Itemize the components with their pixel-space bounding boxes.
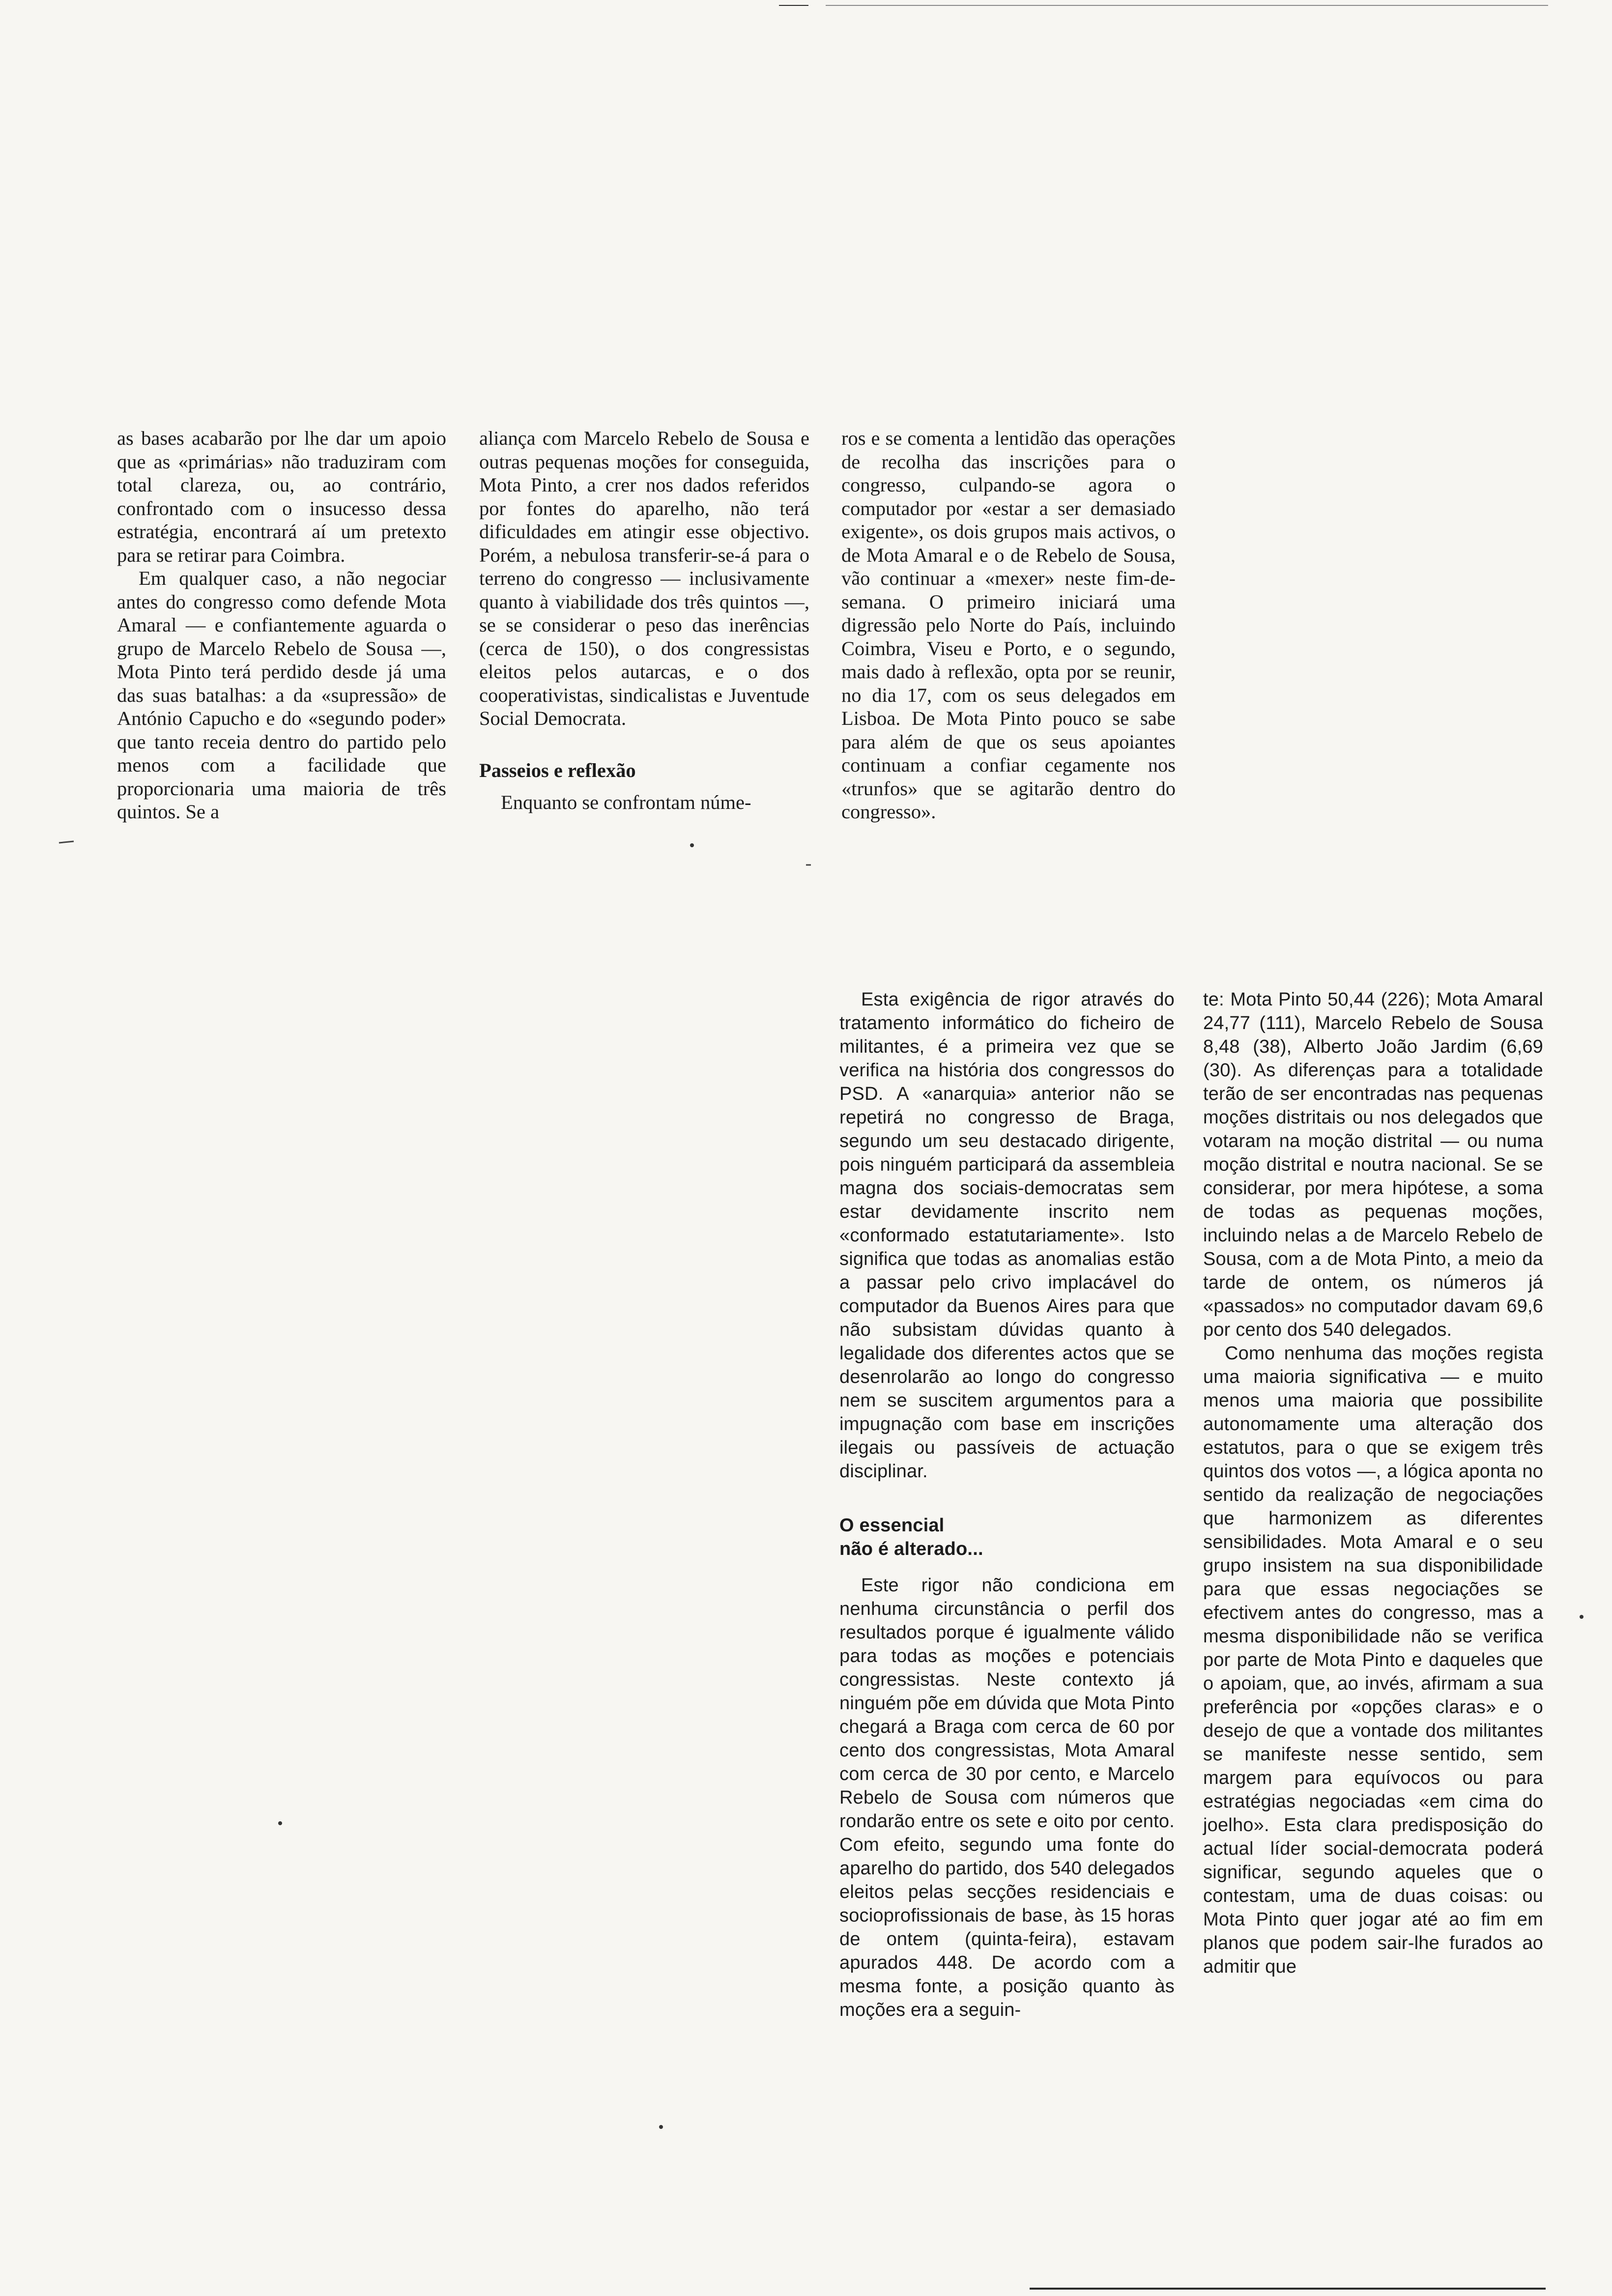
section-heading: Passeios e reflexão: [479, 759, 636, 781]
paragraph: Este rigor não condiciona em nenhuma circunstância o perfil dos resultados porque é igualmente válido para todas as moções e potenciais congressistas. Neste contexto já ninguém põe em dúvida que Mota Pinto chegará a Braga com cerca de 60 por cento dos congressistas, Mota Amaral com cerca de 30 por cento, e Marcelo Rebelo de Sousa com números que rondarão entre os sete e oito por cento. Com efeito, segundo uma fonte do aparelho do partido, dos 540 delegados eleitos pelas secções residenciais e socioprofissionais de base, às 15 horas de ontem (quinta-feira), estavam apurados 448. De acordo com a mesma fonte, a posição quanto às moções era a seguin-: [839, 1575, 1175, 2020]
top-rule-right: [826, 5, 1548, 6]
lower-column-a: [839, 988, 1175, 2022]
paragraph: Esta exigência de rigor através do tratamento informático do ficheiro de militantes, é a primeira vez que se verifica na história dos congressos do PSD. A «anarquia» anterior não se repetirá no congresso de Braga, segundo um seu destacado dirigente, pois ninguém participará da assembleia magna dos sociais-democratas sem estar devidamente inscrito nem «conformado estatutariamente». Isto significa que todas as anomalias estão a passar pelo crivo implacável do computador da Buenos Aires para que não subsistam dúvidas quanto à legalidade dos diferentes actos que se desenrolarão ao longo do congresso nem se suscitem argumentos para a impugnação com base em inscrições ilegais ou passíveis de actuação disciplinar.: [839, 989, 1175, 1482]
paragraph: aliança com Marcelo Rebelo de Sousa e outras pequenas moções for conseguida, Mota Pinto, a crer nos dados referidos por fontes do aparelho, não terá dificuldades em atingir esse objectivo. Porém, a nebulosa transferir-se-á para o terreno do congresso — inclusivamente quanto à viabilidade dos três quintos —, se se considerar o peso das inerências (cerca de 150), o dos congressistas eleitos pelos autarcas, e o dos cooperativistas, sindicalistas e Juventude Social Democrata.: [479, 427, 809, 729]
upper-column-2: [479, 427, 809, 814]
upper-column-1: [117, 427, 446, 824]
upper-column-3: [841, 427, 1176, 824]
speck: [278, 1821, 282, 1825]
speck: [690, 843, 694, 847]
section-heading-line-1: O essencial: [839, 1515, 945, 1536]
paragraph: Enquanto se confrontam núme-: [501, 791, 751, 813]
paragraph: Em qualquer caso, a não negociar antes do congresso como defende Mota Amaral — e confiantemente aguarda o grupo de Marcelo Rebelo de Sousa —, Mota Pinto terá perdido desde já uma das suas batalhas: a da «supressão» de António Capucho e do «segundo poder» que tanto receia dentro do partido pelo menos com a facilidade que proporcionaria uma maioria de três quintos. Se a: [117, 567, 446, 823]
paragraph: te: Mota Pinto 50,44 (226); Mota Amaral 24,77 (111), Marcelo Rebelo de Sousa 8,48 (38), Alberto João Jardim (6,69 (30). As diferenças para a totalidade terão de ser encontradas nas pequenas moções distritais ou nos delegados que votaram na moção distrital — ou numa moção distrital e noutra nacional. Se se considerar, por mera hipótese, a soma de todas as pequenas moções, incluindo nelas a de Marcelo Rebelo de Sousa, com a de Mota Pinto, a meio da tarde de ontem, os números já «passados» no computador davam 69,6 por cento dos 540 delegados.: [1203, 989, 1543, 1340]
section-heading-line-2: não é alterado...: [839, 1539, 983, 1559]
speck: [659, 2125, 663, 2129]
paragraph: ros e se comenta a lentidão das operações de recolha das inscrições para o congresso, culpando-se agora o computador por «estar a ser demasiado exigente», os dois grupos mais activos, o de Mota Amaral e o de Rebelo de Sousa, vão continuar a «mexer» neste fim-de-semana. O primeiro iniciará uma digressão pelo Norte do País, incluindo Coimbra, Viseu e Porto, e o segundo, mais dado à reflexão, opta por se reunir, no dia 17, com os seus delegados em Lisboa. De Mota Pinto pouco se sabe para além de que os seus apoiantes continuam a confiar cegamente nos «trunfos» que se agitarão dentro do congresso».: [841, 427, 1176, 823]
speck: [59, 841, 74, 843]
lower-column-b: [1203, 988, 1543, 1979]
paragraph: as bases acabarão por lhe dar um apoio que as «primárias» não traduziram com total clareza, ou, ao contrário, confrontado com o insucesso dessa estratégia, encontrará aí um pretexto para se retirar para Coimbra.: [117, 427, 446, 566]
speck: [1580, 1615, 1583, 1619]
bottom-rule: [1030, 2288, 1546, 2290]
top-rule-left: [779, 5, 808, 6]
paragraph: Como nenhuma das moções regista uma maioria significativa — e muito menos uma maioria que possibilite autonomamente uma alteração dos estatutos, para o que se exigem três quintos dos votos —, a lógica aponta no sentido da realização de negociações que harmonizem as diferentes sensibilidades. Mota Amaral e o seu grupo insistem na sua disponibilidade para que essas negociações se efectivem antes do congresso, mas a mesma disponibilidade não se verifica por parte de Mota Pinto e daqueles que o apoiam, que, ao invés, afirmam a sua preferência por «opções claras» e o desejo de que a vontade dos militantes se manifeste nesse sentido, sem margem para equívocos ou para estratégias negociadas «em cima do joelho». Esta clara predisposição do actual líder social-democrata poderá significar, segundo aqueles que o contestam, uma de duas coisas: ou Mota Pinto quer jogar até ao fim em planos que podem sair-lhe furados ao admitir que: [1203, 1343, 1543, 1977]
